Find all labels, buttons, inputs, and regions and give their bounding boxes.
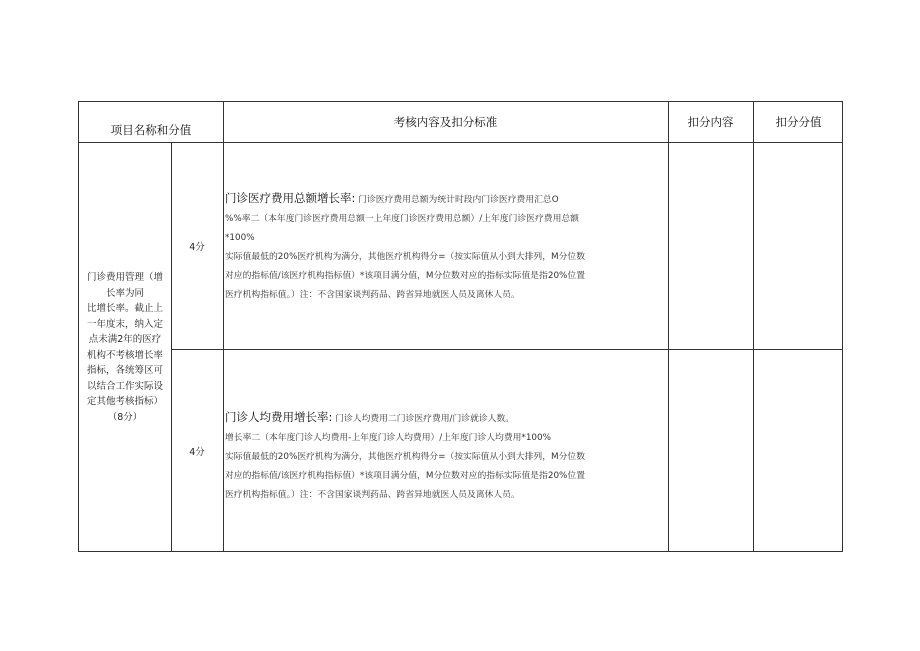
- content-line: 医疗机构指标值。）注：不含国家谈判药品、跨省异地就医人员及离休人员。: [225, 490, 520, 500]
- header-content: 考核内容及扣分标准: [393, 115, 498, 129]
- project-line: 机构不考核增长率: [86, 349, 163, 361]
- project-line: 长率为同: [105, 287, 144, 299]
- content-cell: [225, 189, 665, 305]
- header-deduct-content: 扣分内容: [687, 115, 734, 129]
- project-line: 比增长率。截止上: [86, 303, 163, 314]
- header-deduct-score: 扣分分值: [775, 115, 822, 129]
- project-line: 指标，各统筹区可: [86, 365, 163, 376]
- content-title-line: [225, 189, 665, 210]
- content-title-line: [225, 408, 665, 429]
- column-divider: [668, 102, 669, 551]
- project-line: 以结合工作实际设: [86, 380, 163, 392]
- project-name-cell: [79, 142, 171, 553]
- content-line: 增长率二（本年度门诊人均费用-上年度门诊人均费用）/上年度门诊人均费用*100%: [225, 433, 551, 443]
- indicator-title: 门诊人均费用增长率:: [225, 410, 333, 424]
- score-cell: 4分: [189, 241, 205, 253]
- assessment-table: [78, 101, 843, 552]
- project-line: 点未满2年的医疗: [88, 334, 162, 345]
- content-line: *100%: [225, 233, 255, 243]
- content-line: 对应的指标值/该医疗机构指标值）*该项目满分值，M分位数对应的指标实际值是指20%位置: [225, 271, 585, 281]
- project-line: （8分）: [107, 411, 143, 423]
- project-line: 定其他考核指标）: [86, 396, 163, 407]
- score-cell: 4分: [189, 447, 205, 458]
- indicator-definition: 门诊医疗费用总额为统计时段内门诊医疗费用汇总O: [358, 195, 559, 205]
- content-cell: [225, 408, 665, 505]
- header-project: 项目名称和分值: [110, 123, 192, 137]
- project-line: 一年度末，纳入定: [86, 318, 163, 330]
- content-line: 实际值最低的20%医疗机构为满分，其他医疗机构得分=（按实际值从小到大排列，M分位数: [225, 252, 585, 262]
- column-divider: [223, 102, 224, 551]
- column-divider: [753, 102, 754, 551]
- indicator-title: 门诊医疗费用总额增长率:: [225, 191, 356, 205]
- content-line: 对应的指标值/该医疗机构指标值）*该项目满分值，M分位数对应的指标实际值是指20%位置: [225, 471, 585, 481]
- row-divider: [171, 349, 842, 350]
- content-line: 实际值最低的20%医疗机构为满分，其他医疗机构得分=（按实际值从小到大排列，M分位数: [225, 452, 585, 462]
- project-line: 门诊费用管理（增: [86, 272, 163, 283]
- indicator-definition: 门诊人均费用二门诊医疗费用/门诊就诊人数。: [335, 414, 515, 424]
- content-line: %%率二（本年度门诊医疗费用总额一上年度门诊医疗费用总额）/上年度门诊医疗费用总额: [225, 214, 579, 224]
- content-line: 医疗机构指标值。）注：不含国家谈判药品、跨省异地就医人员及离休人员。: [225, 290, 520, 300]
